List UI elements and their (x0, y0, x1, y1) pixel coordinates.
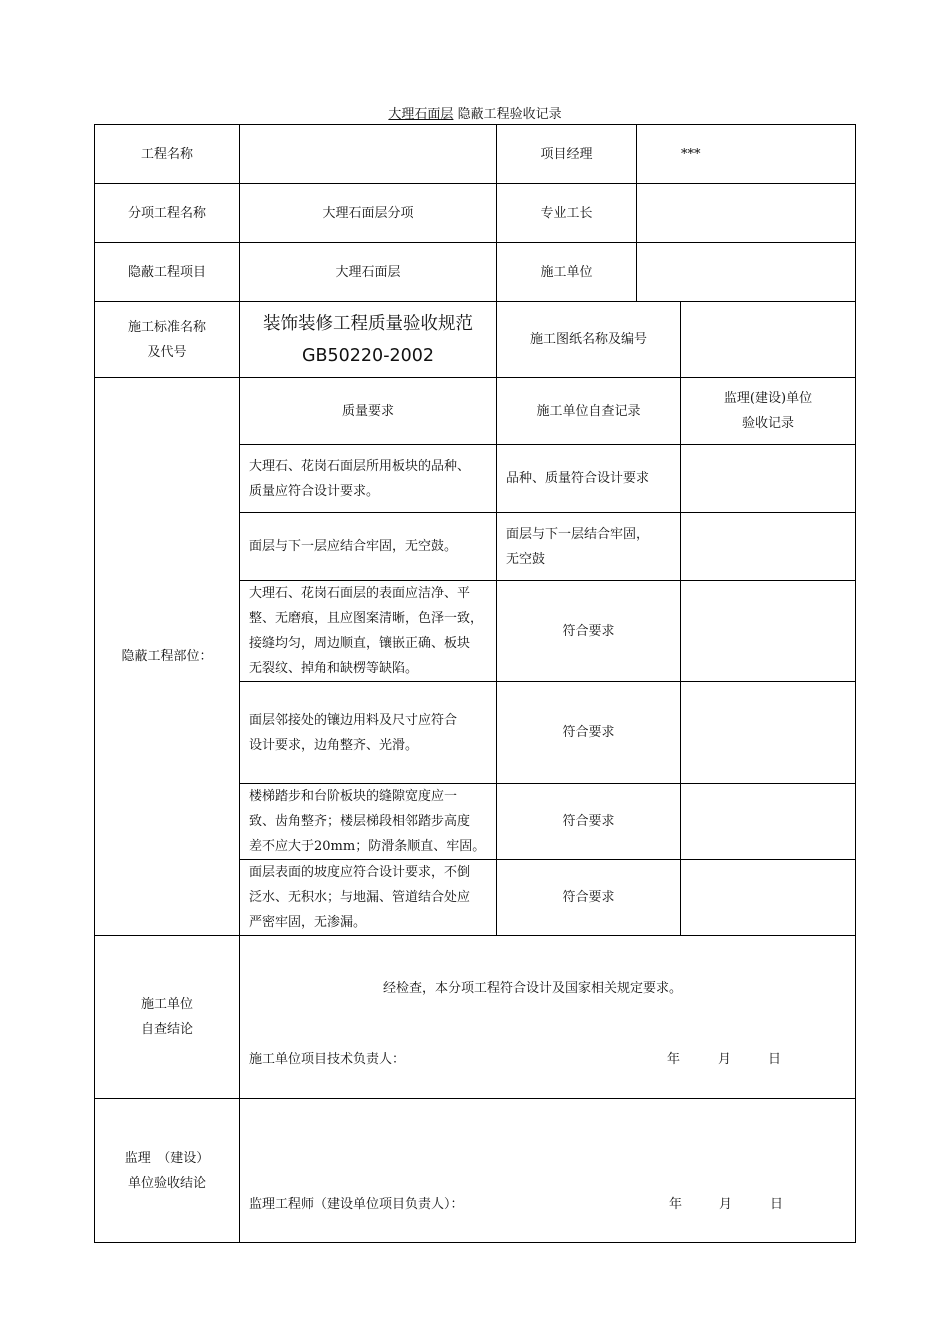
self-check-cell: 符合要求 (496, 681, 681, 784)
self-check-line: 面层与下一层结合牢固， (506, 526, 650, 542)
drawing-label: 施工图纸名称及编号 (496, 301, 681, 378)
requirement-cell (239, 512, 497, 581)
subproject-value: 大理石面层分项 (239, 183, 497, 243)
requirement-cell (239, 681, 497, 784)
pm-value: *** (636, 124, 856, 184)
col-supervision-line1: 监理(建设)单位 (723, 391, 813, 406)
self-conclusion-day: 日 (768, 1052, 782, 1067)
self-check-cell: 符合要求 (496, 859, 681, 936)
col-quality-header: 质量要求 (239, 377, 497, 445)
hidden-item-value: 大理石面层 (239, 242, 497, 302)
supervision-cell (680, 444, 856, 513)
requirement-line: 致、齿角整齐；楼层梯段相邻踏步高度 (249, 814, 471, 829)
self-conclusion-text: 经检查，本分项工程符合设计及国家相关规定要求。 (383, 981, 683, 996)
requirement-line: 面层与下一层应结合牢固，无空鼓。 (249, 539, 458, 554)
supervision-conclusion-label (94, 1098, 240, 1243)
col-supervision-header (680, 377, 856, 445)
requirement-line: 整、无磨痕，且应图案清晰，色泽一致， (249, 611, 484, 626)
requirement-cell (239, 580, 497, 682)
supervision-cell (680, 512, 856, 581)
hidden-location-label: 隐蔽工程部位： (94, 377, 240, 936)
requirement-line: 无裂纹、掉角和缺楞等缺陷。 (249, 661, 419, 676)
standard-label-line1: 施工标准名称 (127, 319, 206, 335)
supervision-conclusion-label-line1: 监理 （建设） (124, 1150, 210, 1166)
standard-value (239, 301, 497, 378)
supervision-cell (680, 580, 856, 682)
requirement-line: 大理石、花岗石面层的表面应洁净、平 (249, 586, 471, 601)
standard-label-line2: 及代号 (147, 344, 187, 360)
self-check-cell (496, 444, 681, 513)
supervision-cell (680, 681, 856, 784)
supervision-conclusion-month: 月 (719, 1197, 733, 1212)
self-check-cell (496, 512, 681, 581)
standard-label (94, 301, 240, 378)
requirement-cell (239, 859, 497, 936)
requirement-line: 质量应符合设计要求。 (249, 483, 380, 499)
self-conclusion-month: 月 (718, 1052, 732, 1067)
requirement-line: 差不应大于20mm；防滑条顺直、牢固。 (249, 839, 486, 854)
supervision-cell (680, 783, 856, 860)
project-name-value (239, 124, 497, 184)
supervision-cell (680, 859, 856, 936)
standard-name: 装饰装修工程质量验收规范 (263, 313, 473, 334)
self-conclusion-year: 年 (667, 1052, 681, 1067)
supervision-conclusion-signer: 监理工程师（建设单位项目负责人）： (249, 1197, 464, 1212)
drawing-value (680, 301, 856, 378)
unit-value (636, 242, 856, 302)
foreman-label: 专业工长 (496, 183, 637, 243)
self-conclusion-label-line1: 施工单位 (140, 997, 193, 1012)
requirement-line: 面层表面的坡度应符合设计要求，不倒 (249, 865, 471, 880)
supervision-conclusion-content (239, 1098, 856, 1243)
title-material: 大理石面层 (388, 107, 454, 122)
self-check-cell: 符合要求 (496, 580, 681, 682)
requirement-cell (239, 783, 497, 860)
title-record: 隐蔽工程验收记录 (457, 107, 562, 122)
self-check-cell: 符合要求 (496, 783, 681, 860)
self-conclusion-signer: 施工单位项目技术负责人： (249, 1052, 406, 1067)
self-conclusion-label-line2: 自查结论 (140, 1022, 193, 1037)
supervision-conclusion-label-line2: 单位验收结论 (127, 1175, 206, 1191)
requirement-line: 面层邻接处的镶边用料及尺寸应符合 (249, 712, 458, 728)
requirement-line: 设计要求，边角整齐、光滑。 (249, 737, 419, 753)
requirement-line: 楼梯踏步和台阶板块的缝隙宽度应一 (249, 789, 458, 804)
self-check-line: 无空鼓 (506, 551, 546, 567)
pm-label: 项目经理 (496, 124, 637, 184)
subproject-label: 分项工程名称 (94, 183, 240, 243)
requirement-cell (239, 444, 497, 513)
page-title (0, 103, 950, 122)
col-supervision-line2: 验收记录 (741, 416, 794, 431)
supervision-conclusion-day: 日 (770, 1197, 784, 1212)
hidden-item-label: 隐蔽工程项目 (94, 242, 240, 302)
supervision-conclusion-year: 年 (669, 1197, 683, 1212)
requirement-line: 泛水、无积水；与地漏、管道结合处应 (249, 890, 471, 905)
col-self-check-header: 施工单位自查记录 (496, 377, 681, 445)
project-name-label: 工程名称 (94, 124, 240, 184)
unit-label: 施工单位 (496, 242, 637, 302)
self-conclusion-content (239, 935, 856, 1099)
requirement-line: 大理石、花岗石面层所用板块的品种、 (249, 458, 471, 474)
self-check-line: 品种、质量符合设计要求 (506, 471, 650, 486)
standard-code: GB50220-2002 (301, 345, 435, 366)
self-conclusion-label (94, 935, 240, 1099)
foreman-value (636, 183, 856, 243)
requirement-line: 严密牢固，无渗漏。 (249, 915, 367, 930)
requirement-line: 接缝均匀，周边顺直，镶嵌正确、板块 (249, 636, 471, 651)
